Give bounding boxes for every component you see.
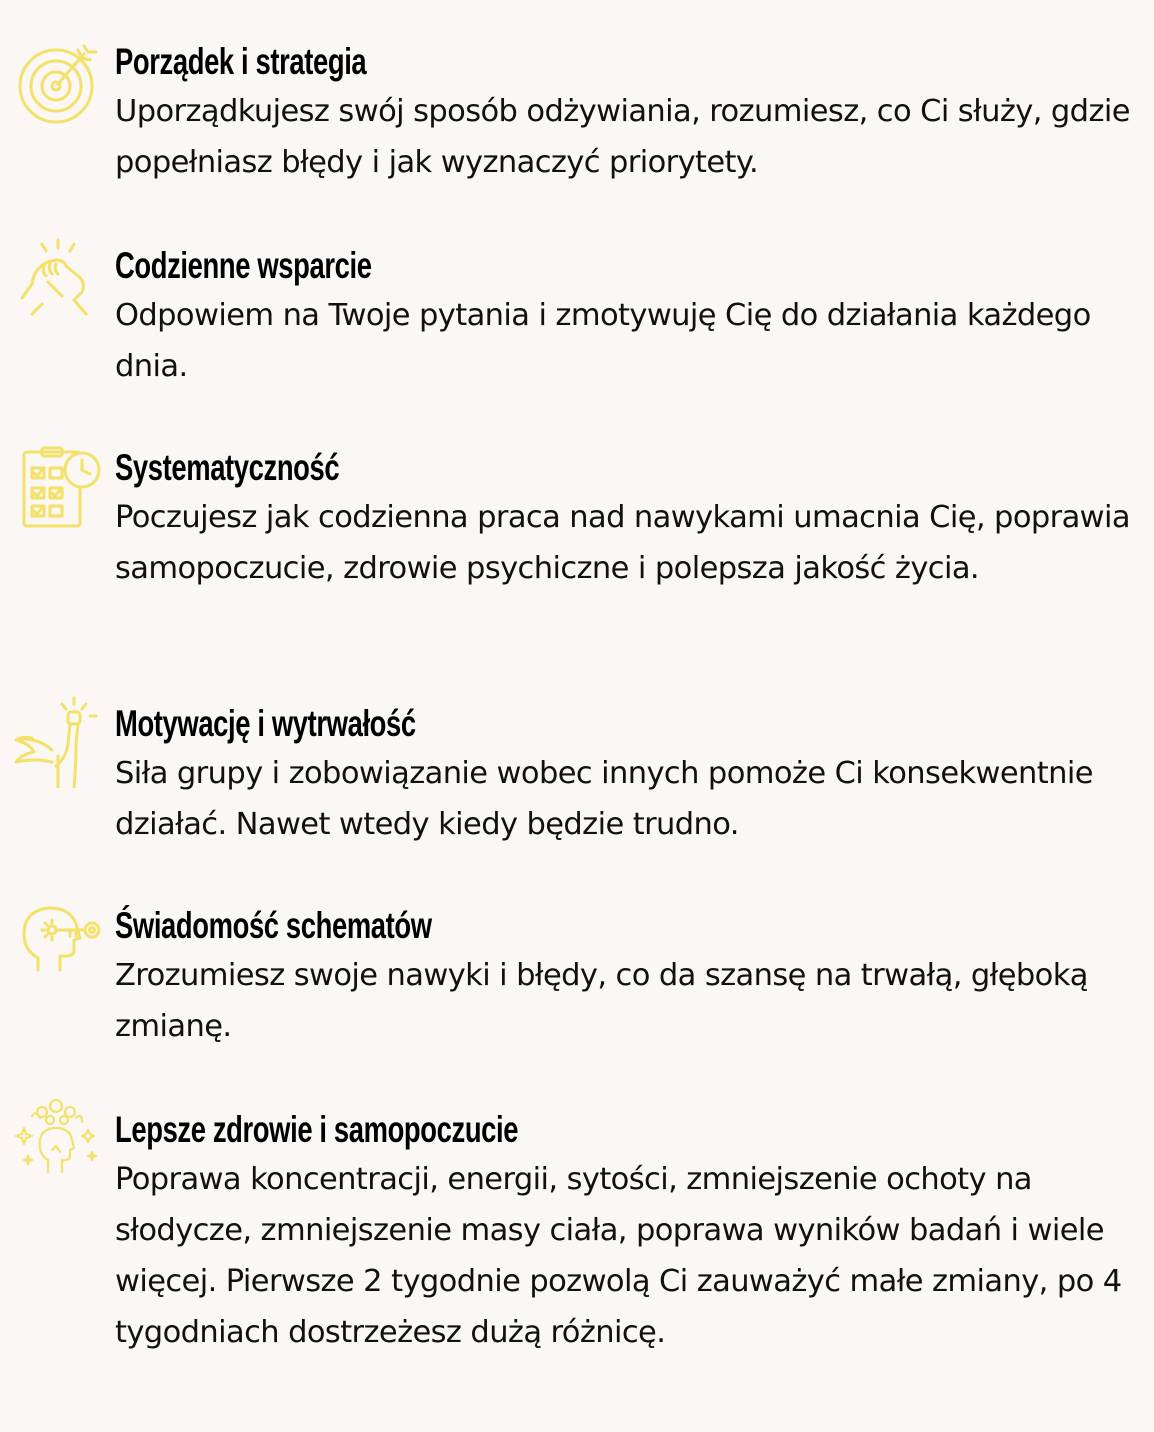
target-icon <box>12 40 104 132</box>
raised-fist-icon <box>12 696 104 788</box>
head-flowers-icon <box>12 1094 104 1186</box>
feature-title: Motywację i wytrwałość <box>115 703 416 744</box>
feature-title: Świadomość schematów <box>115 905 432 946</box>
checklist-clock-icon <box>12 442 104 534</box>
feature-description: Poprawa koncentracji, energii, sytości, zmniejszenie ochoty na słodycze, zmniejszenie masy ciała, poprawa wyników badań i wiele więcej. Pierwsze 2 tygodnie pozwolą Ci zauważyć małe zmiany, po 4 tygodniach dostrzeżesz dużą różnicę. <box>115 1162 1122 1350</box>
feature-description: Uporządkujesz swój sposób odżywiania, rozumiesz, co Ci służy, gdzie popełniasz błędy i jak wyznaczyć priorytety. <box>115 94 1130 180</box>
feature-title: Lepsze zdrowie i samopoczucie <box>115 1109 519 1150</box>
feature-description: Poczujesz jak codzienna praca nad nawykami umacnia Cię, poprawia samopoczucie, zdrowie psychiczne i polepsza jakość życia. <box>115 500 1130 586</box>
feature-description: Zrozumiesz swoje nawyki i błędy, co da szansę na trwałą, głęboką zmianę. <box>115 958 1088 1044</box>
head-key-icon <box>12 896 104 988</box>
feature-description: Odpowiem na Twoje pytania i zmotywuję Cię do działania każdego dnia. <box>115 298 1091 384</box>
feature-description: Siła grupy i zobowiązanie wobec innych pomoże Ci konsekwentnie działać. Nawet wtedy kiedy będzie trudno. <box>115 756 1093 842</box>
feature-title: Porządek i strategia <box>115 41 367 82</box>
feature-title: Systematyczność <box>115 447 340 488</box>
handshake-icon <box>12 236 104 328</box>
feature-title: Codzienne wsparcie <box>115 245 372 286</box>
